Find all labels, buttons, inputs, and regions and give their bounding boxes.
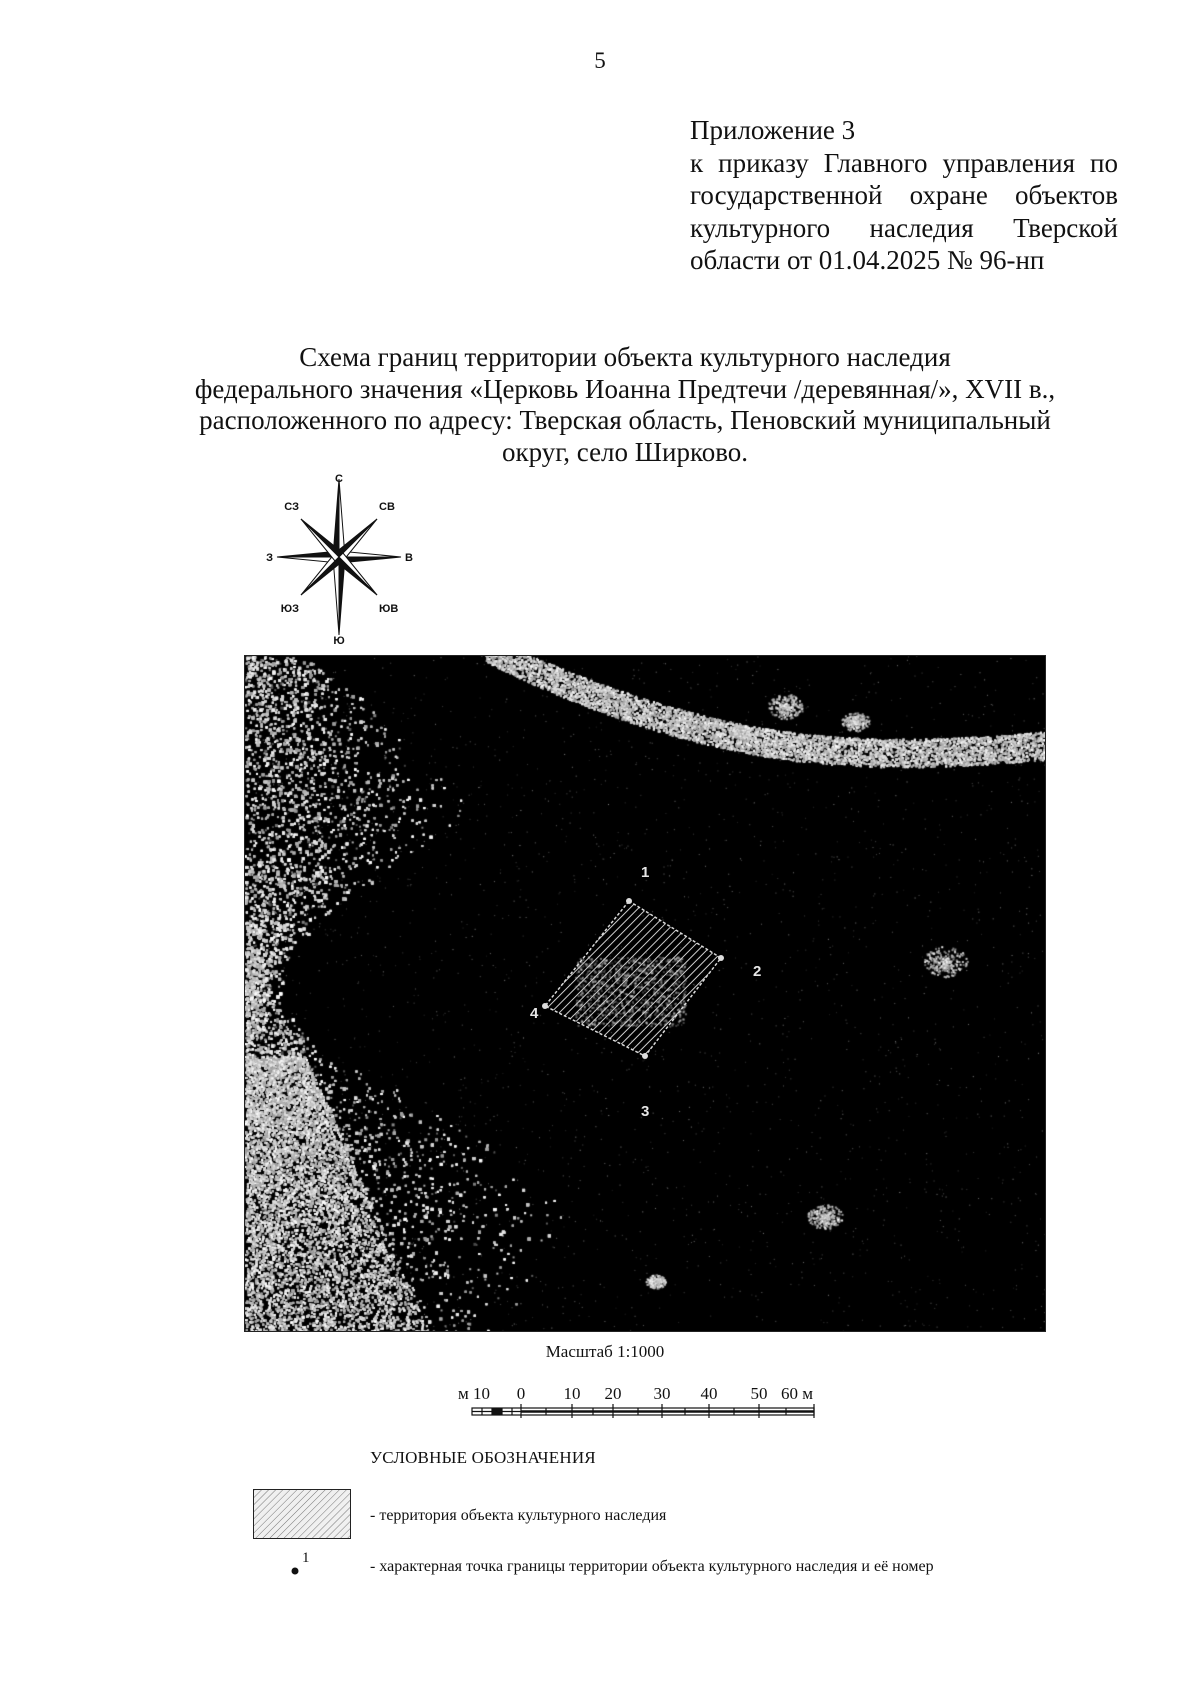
point-label-3: 3 bbox=[641, 1103, 650, 1120]
appendix-line: культурного наследия Тверской bbox=[690, 212, 1118, 243]
appendix-line: государственной охране объектов bbox=[690, 180, 1118, 210]
point-label-1: 1 bbox=[641, 864, 650, 881]
boundary-point-marker bbox=[642, 1053, 648, 1059]
compass-n-label: С bbox=[335, 473, 343, 485]
compass-sw-label: ЮЗ bbox=[280, 603, 299, 615]
legend-point-number: 1 bbox=[302, 1550, 310, 1566]
scale-label: 40 bbox=[700, 1384, 718, 1403]
compass-w-label: З bbox=[266, 552, 273, 564]
page-number: 5 bbox=[594, 48, 606, 73]
legend-point-symbol bbox=[289, 1550, 319, 1580]
appendix-line: к приказу Главного управления по bbox=[690, 147, 1118, 178]
point-label-4: 4 bbox=[530, 1005, 539, 1022]
title-line: федерального значения «Церковь Иоанна Предтечи /деревянная/», XVII в., bbox=[194, 373, 1056, 404]
heritage-territory-polygon bbox=[545, 901, 721, 1056]
title-line: Схема границ территории объекта культурного наследия bbox=[299, 342, 951, 372]
title-line: расположенного по адресу: Тверская область, Пеновский муниципальный bbox=[199, 405, 1051, 435]
compass-s-label: Ю bbox=[333, 635, 345, 645]
compass-nw-label: СЗ bbox=[284, 501, 299, 513]
appendix-line: Приложение 3 bbox=[690, 115, 856, 145]
compass-rose-icon bbox=[248, 470, 428, 645]
appendix-line: области от 01.04.2025 № 96-нп bbox=[690, 245, 1045, 275]
boundary-point-marker bbox=[718, 955, 724, 961]
scale-label: 0 bbox=[516, 1384, 526, 1403]
legend-territory-swatch bbox=[253, 1489, 351, 1539]
point-label-2: 2 bbox=[753, 963, 762, 980]
scale-label: 10 bbox=[563, 1384, 581, 1403]
legend-point-label: - характерная точка границы территории объекта культурного наследия и её номер bbox=[370, 1558, 934, 1575]
compass-ne-label: СВ bbox=[379, 501, 395, 513]
scale-label: 60 м bbox=[781, 1384, 814, 1403]
scale-ruler bbox=[472, 1404, 814, 1418]
scale-label: 50 bbox=[750, 1384, 768, 1403]
title-line: округ, село Ширково. bbox=[501, 436, 749, 467]
scale-bar bbox=[455, 1382, 835, 1422]
scale-label: м 10 bbox=[458, 1384, 491, 1403]
boundary-point-marker bbox=[626, 898, 632, 904]
scale-label: 30 bbox=[653, 1384, 671, 1403]
legend-territory-label: - территория объекта культурного наследия bbox=[370, 1507, 667, 1524]
legend-title: УСЛОВНЫЕ ОБОЗНАЧЕНИЯ bbox=[370, 1448, 596, 1467]
territory-boundary bbox=[245, 656, 1045, 1331]
boundary-point-marker bbox=[542, 1003, 548, 1009]
appendix-header bbox=[690, 114, 1118, 277]
compass-se-label: ЮВ bbox=[379, 603, 399, 615]
aerial-map bbox=[244, 655, 1046, 1332]
compass-e-label: В bbox=[405, 552, 413, 564]
scale-label: 20 bbox=[604, 1384, 622, 1403]
document-title bbox=[150, 342, 1100, 468]
scale-caption: Масштаб 1:1000 bbox=[545, 1342, 665, 1361]
